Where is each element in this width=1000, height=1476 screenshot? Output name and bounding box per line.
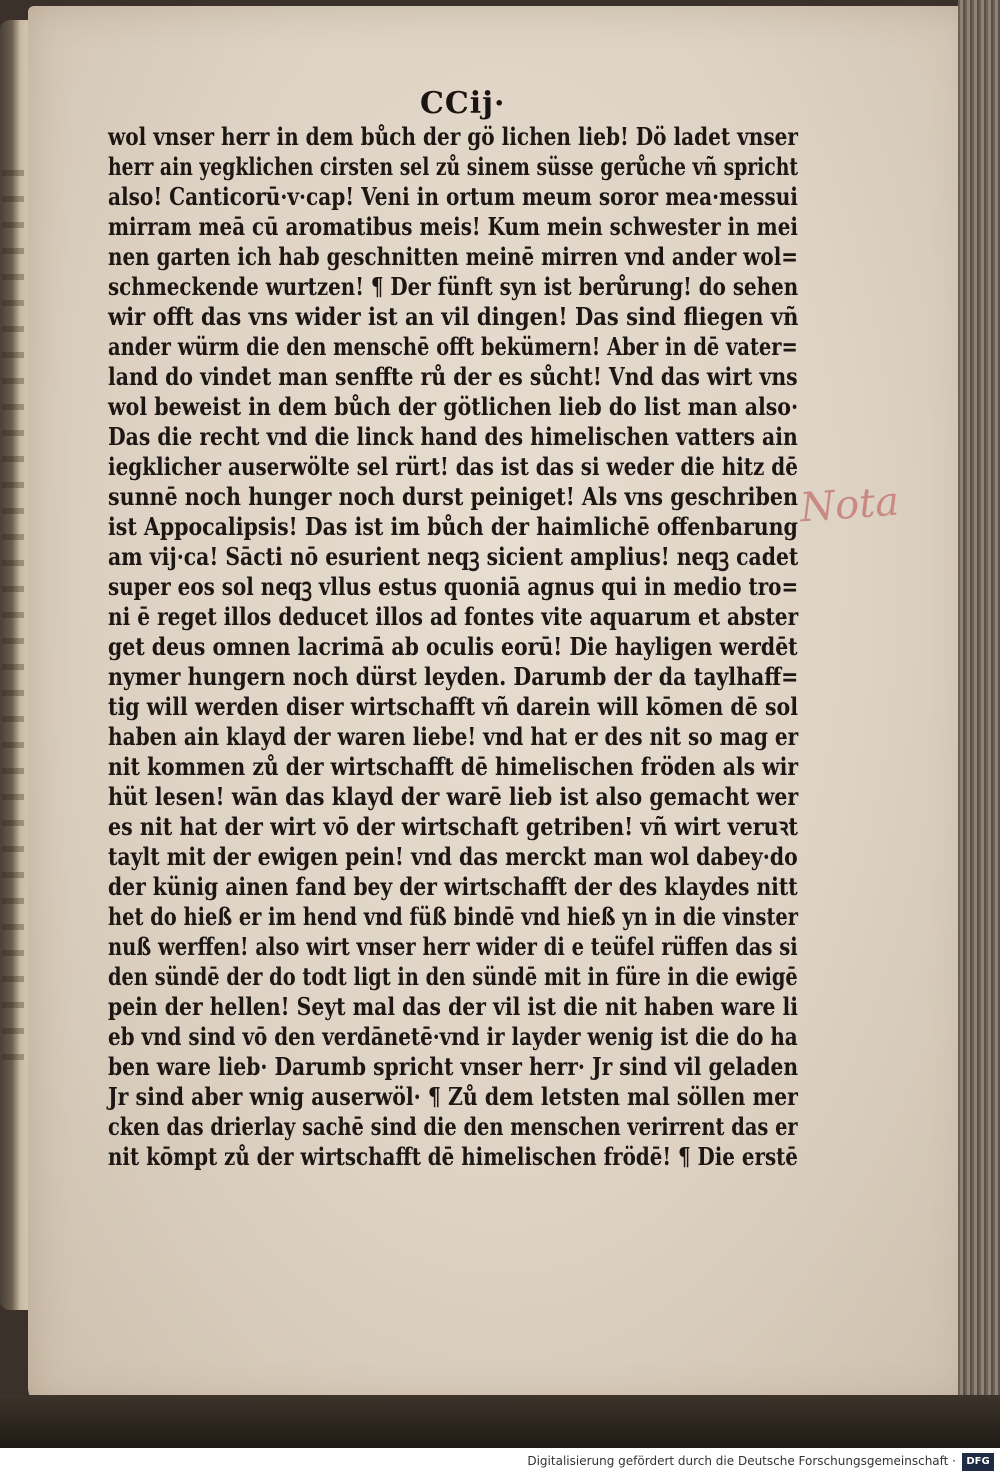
previous-page-text-fragment — [2, 170, 24, 1070]
text-line: herr ain yegklichen cirsten sel zů sinem süsse gerůche vñ spricht — [108, 152, 799, 181]
text-line: es nit hat der wirt vō der wirtschaft getriben! vñ wirt veruꝛt — [108, 812, 798, 841]
text-line: nit kōmpt zů der wirtschafft dē himelischen frödē! ¶ Die erstē — [108, 1142, 798, 1171]
text-line: ben ware lieb· Darumb spricht vnser herr· Jr sind vil geladen — [108, 1052, 799, 1081]
text-line: ist Appocalipsis! Das ist im bůch der haimlichē offenbarung — [108, 512, 798, 541]
text-line: wol beweist in dem bůch der götlichen lieb do list man also· — [108, 392, 799, 421]
text-line: get deus omnen lacrimā ab oculis eorū! Die hayligen werdēt — [108, 632, 798, 661]
text-line: eb vnd sind vō den verdānetē·vnd ir layder wenig ist die do ha — [108, 1022, 798, 1051]
text-line: ni ē reget illos deducet illos ad fontes vite aquarum et abster — [108, 602, 799, 631]
text-line: am vij·ca! Sācti nō esurient neqꝫ sicient amplius! neqꝫ cadet — [108, 542, 799, 571]
text-line: sunnē noch hunger noch durst peiniget! Als vns geschriben — [108, 482, 798, 511]
text-line: der künig ainen fand bey der wirtschafft der des klaydes nitt — [108, 872, 798, 901]
text-line: het do hieß er im hend vnd füß bindē vnd hieß yn in die vinster — [108, 902, 798, 931]
text-line: Das die recht vnd die linck hand des himelischen vatters ain — [108, 422, 798, 451]
text-line: super eos sol neqꝫ vllus estus quoniā agnus qui in medio tro= — [108, 572, 799, 601]
text-line: taylt mit der ewigen pein! vnd das merckt man wol dabey·do — [108, 842, 798, 871]
bottom-shadow — [0, 1395, 1000, 1448]
margin-note: Nota — [798, 478, 901, 532]
text-line: wir offt das vns wider ist an vil dingen! Das sind fliegen vñ — [108, 302, 799, 331]
folio-number: CCij· — [420, 86, 506, 121]
text-line: also! Canticorū·v·cap! Veni in ortum meum soror mea·messui — [108, 182, 798, 211]
text-line: hüt lesen! wān das klayd der warē lieb ist also gemacht wer — [108, 782, 799, 811]
text-line: iegklicher auserwölte sel rürt! das ist das si weder die hitz dē — [108, 452, 798, 481]
footer-credit: Digitalisierung gefördert durch die Deutsche Forschungsgemeinschaft · — [527, 1454, 956, 1468]
text-block — [108, 122, 808, 1172]
text-line: schmeckende wurtzen! ¶ Der fünft syn ist berůrung! do sehen — [108, 272, 799, 301]
text-line: ander würm die den menschē offt bekümern! Aber in dē vater= — [108, 332, 798, 361]
text-line: land do vindet man senffte rů der es sůcht! Vnd das wirt vns — [108, 362, 798, 391]
footer-bar — [0, 1448, 1000, 1476]
text-line: pein der hellen! Seyt mal das der vil ist die nit haben ware li — [108, 992, 798, 1021]
text-line: nuß werffen! also wirt vnser herr wider di e teüfel rüffen das si — [108, 932, 798, 961]
text-line: cken das drierlay sachē sind die den menschen verirrent das er — [108, 1112, 798, 1141]
text-line: nymer hungern noch dürst leyden. Darumb der da taylhaff= — [108, 662, 799, 691]
dfg-logo-icon: DFG — [962, 1453, 994, 1471]
text-line: Jr sind aber wnig auserwöl· ¶ Zů dem letsten mal söllen mer — [108, 1082, 798, 1111]
text-line: wol vnser herr in dem bůch der gö lichen lieb! Dö ladet vnser — [108, 122, 798, 151]
text-line: tig will werden diser wirtschafft vñ darein will kōmen dē sol — [108, 692, 799, 721]
text-line: den sündē der do todt ligt in den sündē mit in füre in die ewigē — [108, 962, 798, 991]
book-fore-edge — [958, 0, 1000, 1420]
text-line: nen garten ich hab geschnitten meinē mirren vnd ander wol= — [108, 242, 798, 271]
text-line: nit kommen zů der wirtschafft dē himelischen fröden als wir — [108, 752, 799, 781]
text-line: haben ain klayd der waren liebe! vnd hat er des nit so mag er — [108, 722, 799, 751]
text-line: mirram meā cū aromatibus meis! Kum mein schwester in mei — [108, 212, 798, 241]
